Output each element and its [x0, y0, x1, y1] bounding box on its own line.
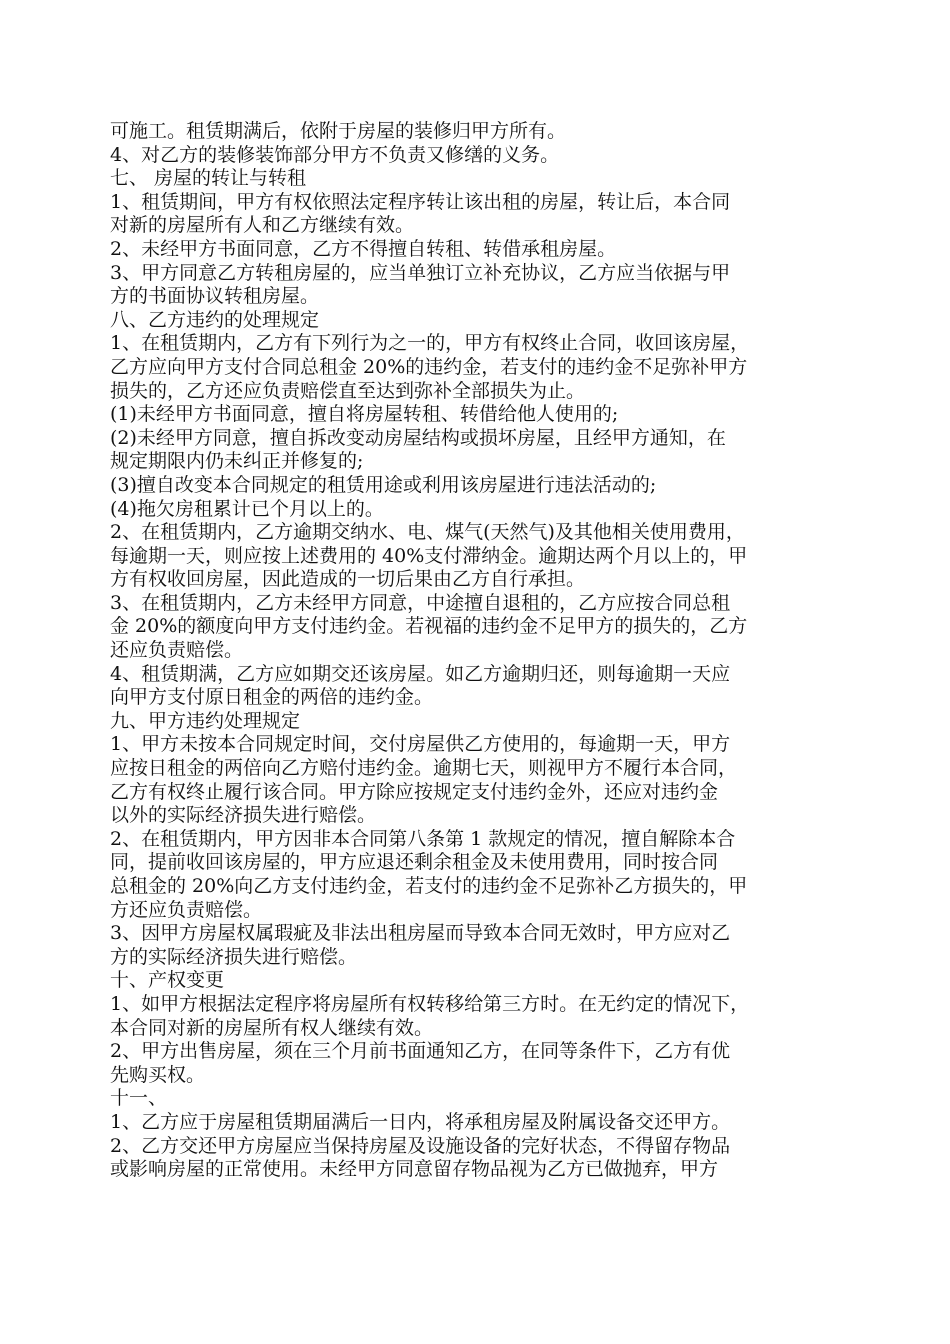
text-line: (1)未经甲方书面同意，擅自将房屋转租、转借给他人使用的; [110, 403, 619, 426]
text-line: (2)未经甲方同意，擅自拆改变动房屋结构或损坏房屋，且经甲方通知，在 [110, 426, 726, 449]
text-line: 乙方应向甲方支付合同总租金 20%的违约金，若支付的违约金不足弥补甲方 [110, 355, 748, 378]
text-line: 1、乙方应于房屋租赁期届满后一日内，将承租房屋及附属设备交还甲方。 [110, 1110, 731, 1133]
text-line: 十、产权变更 [110, 969, 225, 992]
text-line: 3、在租赁期内，乙方未经甲方同意，中途擅自退租的，乙方应按合同总租 [110, 591, 731, 614]
text-line: 每逾期一天，则应按上述费用的 40%支付滞纳金。逾期达两个月以上的，甲 [110, 544, 748, 567]
text-line: 损失的，乙方还应负责赔偿直至达到弥补全部损失为止。 [110, 379, 586, 402]
text-line: 2、甲方出售房屋，须在三个月前书面通知乙方，在同等条件下，乙方有优 [110, 1040, 731, 1063]
text-line: 1、租赁期间，甲方有权依照法定程序转让该出租的房屋，转让后，本合同 [110, 190, 731, 213]
text-line: 可施工。租赁期满后，依附于房屋的装修归甲方所有。 [110, 120, 567, 142]
text-line: 1、如甲方根据法定程序将房屋所有权转移给第三方时。在无约定的情况下， [110, 992, 750, 1015]
text-line: 金 20%的额度向甲方支付违约金。若视福的违约金不足甲方的损失的，乙方 [110, 615, 748, 638]
text-line: 方的实际经济损失进行赔偿。 [110, 945, 358, 968]
text-line: 2、在租赁期内，乙方逾期交纳水、电、煤气(天然气)及其他相关使用费用， [110, 521, 745, 544]
text-line: (3)擅自改变本合同规定的租赁用途或利用该房屋进行违法活动的; [110, 473, 657, 496]
text-line: 应按日租金的两倍向乙方赔付违约金。逾期七天，则视甲方不履行本合同， [110, 757, 738, 780]
text-line: 2、乙方交还甲方房屋应当保持房屋及设施设备的完好状态，不得留存物品 [110, 1134, 731, 1157]
text-line: 七、 房屋的转让与转租 [110, 167, 307, 190]
text-line: 九、甲方违约处理规定 [110, 709, 301, 732]
text-line: 规定期限内仍未纠正并修复的; [110, 450, 364, 473]
text-line: 先购买权。 [110, 1063, 206, 1086]
text-line: 向甲方支付原日租金的两倍的违约金。 [110, 686, 434, 709]
text-line: 对新的房屋所有人和乙方继续有效。 [110, 214, 415, 237]
text-line: 乙方有权终止履行该合同。甲方除应按规定支付违约金外，还应对违约金 [110, 780, 719, 803]
text-line: 4、对乙方的装修装饰部分甲方不负责又修缮的义务。 [110, 143, 560, 166]
text-line: 十一、 [110, 1087, 168, 1110]
text-line: 方的书面协议转租房屋。 [110, 285, 320, 308]
text-line: 3、因甲方房屋权属瑕疵及非法出租房屋而导致本合同无效时，甲方应对乙 [110, 922, 731, 945]
text-line: 总租金的 20%向乙方支付违约金，若支付的违约金不足弥补乙方损失的，甲 [110, 875, 748, 897]
text-line: 方有权收回房屋，因此造成的一切后果由乙方自行承担。 [110, 568, 586, 591]
text-line: 本合同对新的房屋所有权人继续有效。 [110, 1016, 434, 1039]
text-line: 同，提前收回该房屋的，甲方应退还剩余租金及未使用费用，同时按合同 [110, 851, 719, 874]
text-line: 以外的实际经济损失进行赔偿。 [110, 804, 377, 827]
text-line: (4)拖欠房租累计已个月以上的。 [110, 497, 384, 520]
text-line: 2、在租赁期内，甲方因非本合同第八条第 1 款规定的情况，擅自解除本合 [110, 827, 736, 850]
document-body [110, 120, 845, 1182]
text-line: 1、甲方未按本合同规定时间，交付房屋供乙方使用的，每逾期一天，甲方 [110, 733, 731, 756]
text-line: 方还应负责赔偿。 [110, 898, 263, 921]
text-line: 4、租赁期满，乙方应如期交还该房屋。如乙方逾期归还，则每逾期一天应 [110, 662, 731, 685]
text-line: 八、乙方违约的处理规定 [110, 308, 320, 331]
text-line: 还应负责赔偿。 [110, 639, 244, 662]
text-line: 2、未经甲方书面同意，乙方不得擅自转租、转借承租房屋。 [110, 237, 617, 260]
text-line: 3、甲方同意乙方转租房屋的，应当单独订立补充协议，乙方应当依据与甲 [110, 261, 731, 284]
text-line: 或影响房屋的正常使用。未经甲方同意留存物品视为乙方已做抛弃，甲方 [110, 1158, 719, 1181]
text-line: 1、在租赁期内，乙方有下列行为之一的，甲方有权终止合同，收回该房屋， [110, 332, 750, 355]
